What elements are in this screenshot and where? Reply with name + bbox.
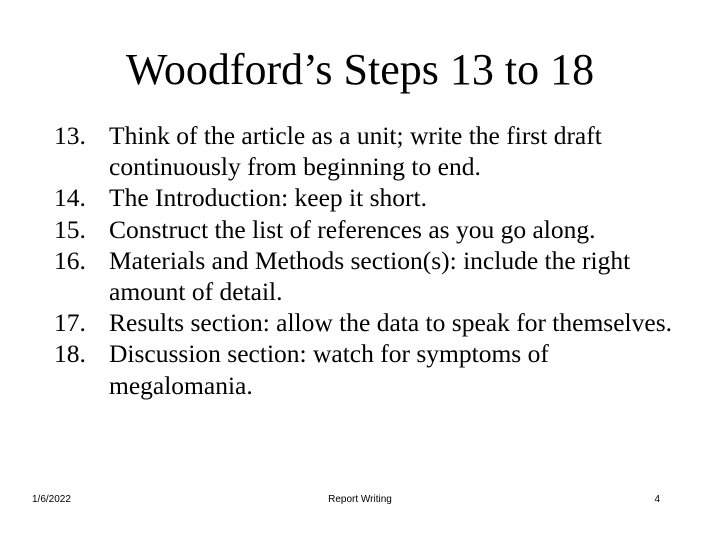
step-text: Discussion section: watch for symptoms of megalomania. — [109, 339, 549, 400]
step-item-16 — [54, 245, 674, 307]
step-item-15 — [54, 214, 674, 245]
step-text: Materials and Methods section(s): include the right amount of detail. — [109, 245, 631, 307]
slide-number: 4 — [654, 494, 660, 505]
step-text: Think of the article as a unit; write the first draft continuously from beginning to end. — [109, 121, 602, 182]
step-text: Construct the list of references as you go along. — [109, 214, 596, 244]
step-number: 18. — [54, 339, 86, 369]
step-text: The Introduction: keep it short. — [109, 183, 427, 213]
step-number: 15. — [54, 214, 86, 244]
step-item-17 — [54, 307, 674, 338]
step-item-13 — [54, 120, 674, 182]
slide-title: Woodford’s Steps 13 to 18 — [125, 45, 595, 94]
step-text: Results section: allow the data to speak for themselves. — [109, 308, 672, 338]
step-item-18 — [54, 338, 674, 400]
step-item-14 — [54, 182, 674, 213]
step-number: 14. — [54, 183, 86, 213]
steps-list — [54, 120, 674, 401]
footer-date: 1/6/2022 — [32, 494, 71, 505]
step-number: 13. — [54, 121, 86, 150]
step-number: 16. — [54, 245, 86, 275]
step-number: 17. — [54, 308, 86, 338]
footer-title: Report Writing — [328, 494, 392, 505]
